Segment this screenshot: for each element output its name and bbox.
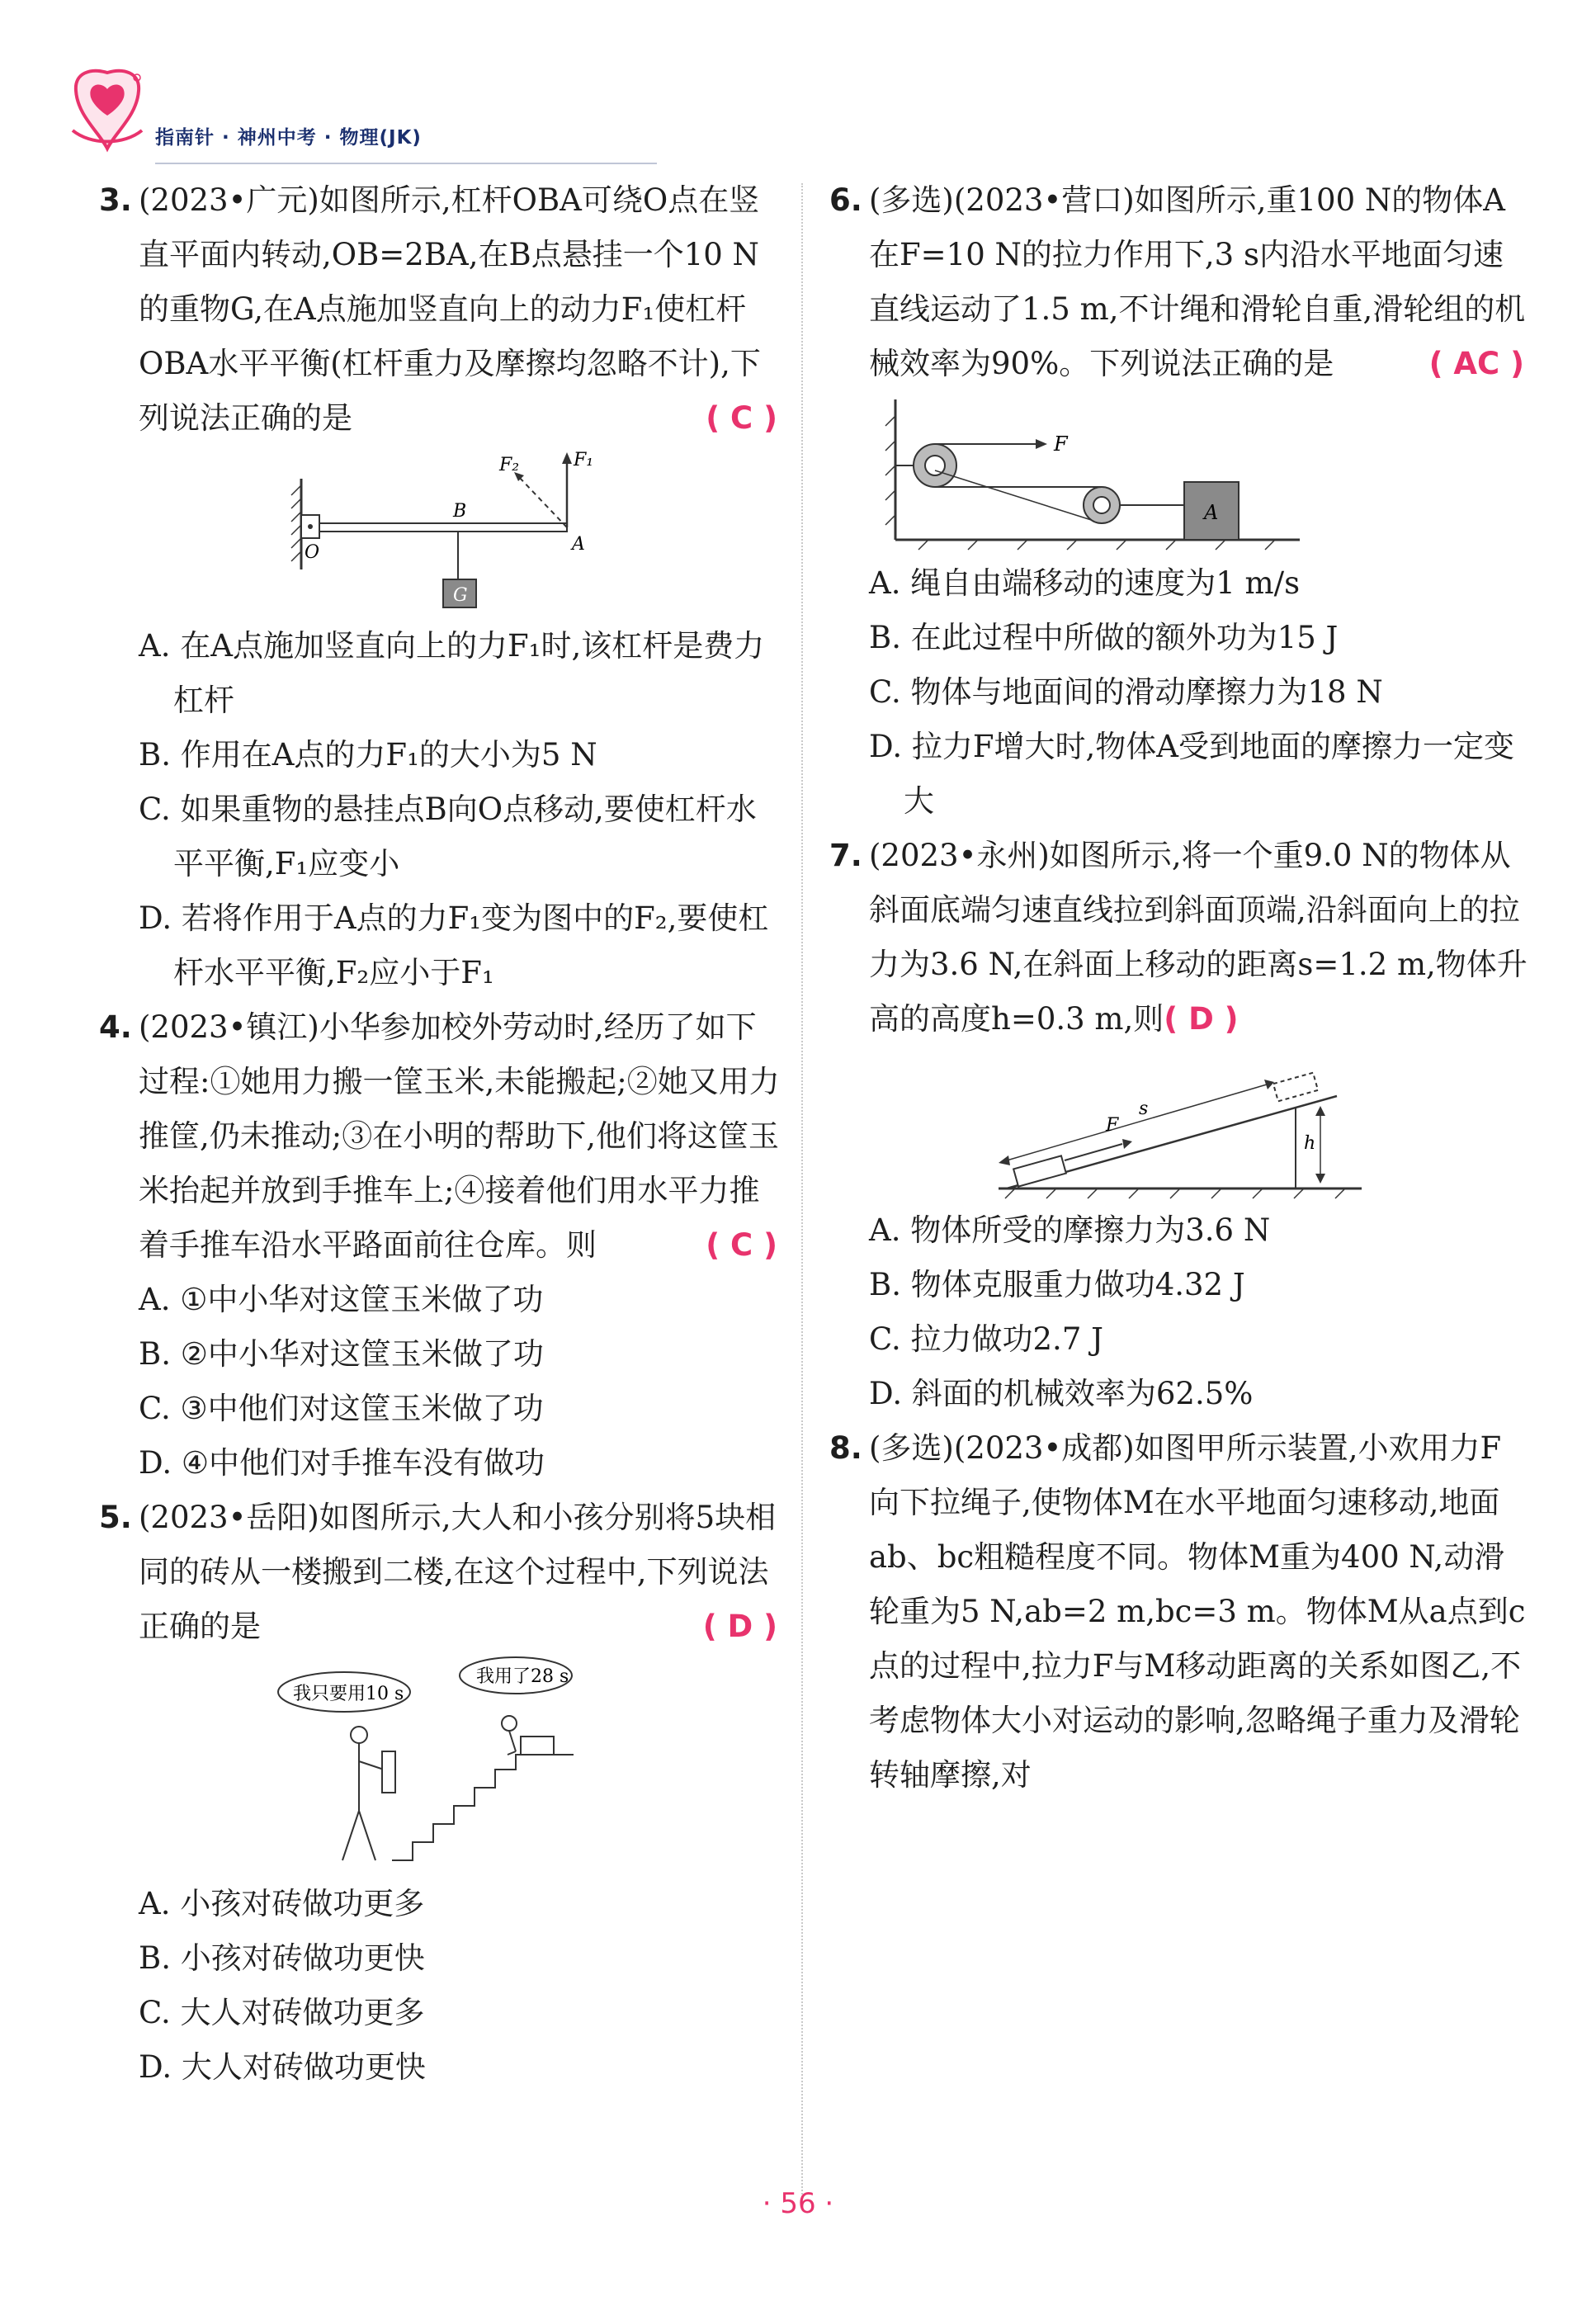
option-c: C. 物体与地面间的滑动摩擦力为18 N: [869, 674, 1383, 710]
bubble-child: 我用了28 s: [476, 1666, 569, 1687]
question-text: (2023•镇江)小华参加校外劳动时,经历了如下过程:①她用力搬一筐玉米,未能搬起;②她又用力推筐,仍未推动;③在小明的帮助下,他们将这筐玉米抬起并放到手推车上;④接着他们用水平力推着手推车沿水平路面前往仓库。则: [139, 1009, 780, 1263]
label-h: h: [1304, 1133, 1316, 1154]
label-o: O: [305, 542, 320, 563]
right-column: [829, 173, 1531, 1803]
answer-mark: ( D ): [1164, 1001, 1239, 1037]
question-number: 5.: [99, 1500, 132, 1535]
question-text: (2023•广元)如图所示,杠杆OBA可绕O点在竖直平面内转动,OB=2BA,在B点悬挂一个10 N的重物G,在A点施加竖直向上的动力F₁使杠杆OBA水平平衡(杠杆重力及摩擦均忽略不计),下列说法正确的是: [139, 182, 761, 436]
option-b: B. 作用在A点的力F₁的大小为5 N: [139, 737, 597, 773]
option-b: B. ②中小华对这筐玉米做了功: [139, 1336, 544, 1372]
header-title: 指南针 · 神州中考 · 物理(JK): [155, 127, 422, 149]
answer-mark: ( C ): [706, 1227, 777, 1263]
option-c: C. 拉力做功2.7 J: [869, 1321, 1103, 1357]
header-rule: [155, 163, 657, 164]
option-a: A. ①中小华对这筐玉米做了功: [139, 1282, 544, 1317]
question-6: [829, 173, 1531, 829]
label-f: F: [1106, 1115, 1119, 1136]
label-s: s: [1139, 1099, 1149, 1119]
option-a: A. 小孩对砖做功更多: [139, 1886, 425, 1921]
label-f: F: [1054, 432, 1068, 456]
page-number: · 56 ·: [762, 2187, 834, 2220]
option-d: D. ④中他们对手推车没有做功: [139, 1445, 545, 1481]
question-number: 8.: [829, 1430, 862, 1466]
bubble-adult: 我只要用10 s: [293, 1684, 404, 1704]
label-a: A: [572, 534, 585, 555]
question-text: (多选)(2023•营口)如图所示,重100 N的物体A在F=10 N的拉力作用下,3 s内沿水平地面匀速直线运动了1.5 m,不计绳和滑轮自重,滑轮组的机械效率为90%。下列说法正确的是: [869, 182, 1526, 381]
label-a: A: [1204, 501, 1219, 524]
option-b: B. 在此过程中所做的额外功为15 J: [869, 620, 1339, 655]
question-3: [99, 173, 784, 1000]
question-text: (2023•永州)如图所示,将一个重9.0 N的物体从斜面底端匀速直线拉到斜面顶端,沿斜面向上的拉力为3.6 N,在斜面上移动的距离s=1.2 m,物体升高的高度h=0.3 m,则: [869, 838, 1528, 1037]
option-a: A. 绳自由端移动的速度为1 m/s: [869, 565, 1301, 601]
incline-figure: [990, 1047, 1370, 1203]
question-4: [99, 1000, 784, 1491]
option-a: A. 在A点施加竖直向上的力F₁时,该杠杆是费力杠杆: [139, 628, 765, 718]
option-d: D. 若将作用于A点的力F₁变为图中的F₂,要使杠杆水平平衡,F₂应小于F₁: [139, 900, 769, 990]
option-b: B. 小孩对砖做功更快: [139, 1940, 425, 1976]
label-f2: F₂: [499, 455, 520, 475]
page-header: [66, 66, 594, 165]
answer-mark: ( D ): [702, 1609, 777, 1644]
column-divider: [801, 183, 803, 2197]
option-d: D. 拉力F增大时,物体A受到地面的摩擦力一定变大: [869, 729, 1515, 819]
lever-figure: [268, 446, 615, 619]
answer-mark: ( C ): [706, 400, 777, 436]
option-c: C. 如果重物的悬挂点B向O点移动,要使杠杆水平平衡,F₁应变小: [139, 792, 757, 881]
question-number: 7.: [829, 838, 862, 873]
option-b: B. 物体克服重力做功4.32 J: [869, 1267, 1245, 1302]
pulley-figure: [879, 391, 1308, 556]
option-d: D. 大人对砖做功更快: [139, 2049, 426, 2085]
label-f1: F₁: [574, 450, 594, 470]
label-b: B: [453, 501, 467, 522]
option-c: C. ③中他们对这筐玉米做了功: [139, 1391, 544, 1426]
left-column: [99, 173, 784, 2095]
option-c: C. 大人对砖做功更多: [139, 1995, 425, 2030]
answer-mark: ( AC ): [1428, 346, 1524, 381]
stairs-figure: [268, 1654, 615, 1877]
publisher-logo-icon: [66, 66, 149, 157]
question-number: 3.: [99, 182, 132, 218]
option-a: A. 物体所受的摩擦力为3.6 N: [869, 1212, 1271, 1248]
question-number: 6.: [829, 182, 862, 218]
question-text: (多选)(2023•成都)如图甲所示装置,小欢用力F向下拉绳子,使物体M在水平地面匀速移动,地面ab、bc粗糙程度不同。物体M重为400 N,动滑轮重为5 N,ab=2 m,bc=3 m。物体M从a点到c点的过程中,拉力F与M移动距离的关系如图乙,不考虑物体大小对运动的影响,忽略绳子重力及滑轮转轴摩擦,对: [869, 1430, 1526, 1793]
question-7: [829, 829, 1531, 1421]
question-text: (2023•岳阳)如图所示,大人和小孩分别将5块相同的砖从一楼搬到二楼,在这个过程中,下列说法正确的是: [139, 1500, 777, 1644]
question-number: 4.: [99, 1009, 132, 1045]
option-d: D. 斜面的机械效率为62.5%: [869, 1376, 1254, 1411]
question-5: [99, 1491, 784, 2095]
label-g: G: [453, 585, 468, 606]
question-8: [829, 1421, 1531, 1803]
